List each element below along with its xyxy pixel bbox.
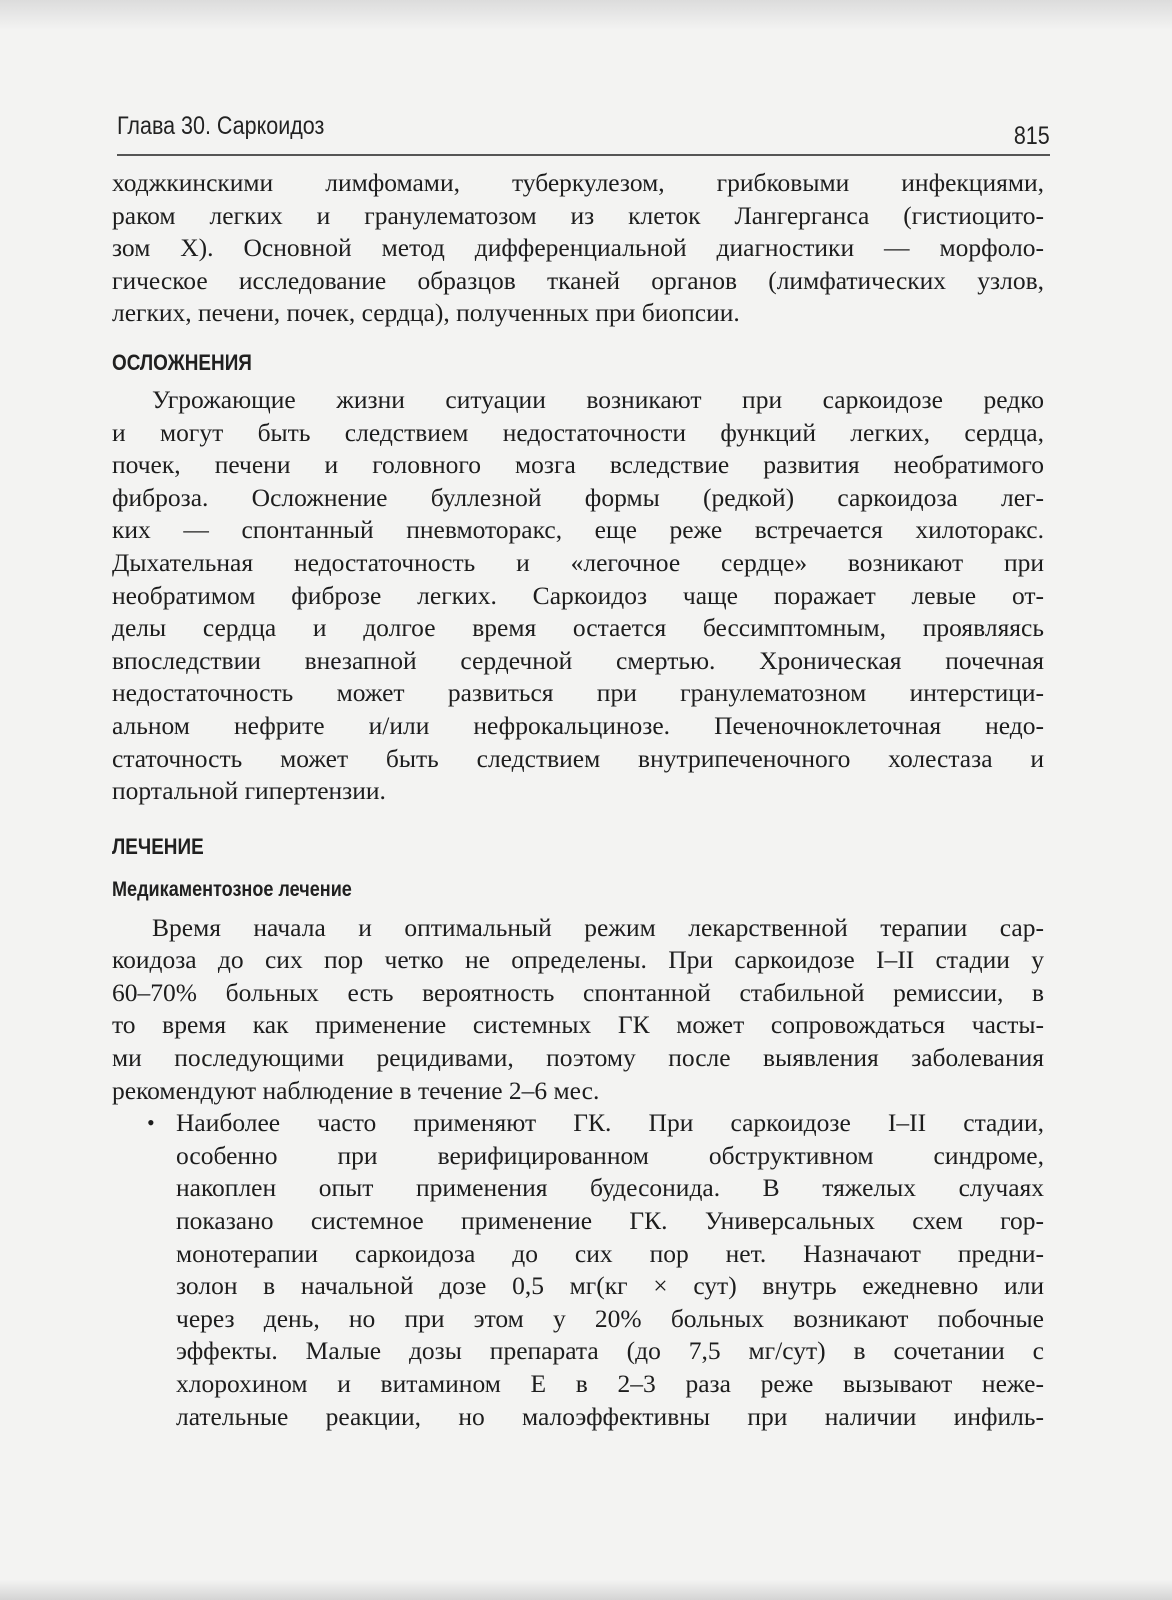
text-line: недостаточность может развиться при гранулематозном интерстици- <box>112 678 1044 708</box>
text-line: легких, печени, почек, сердца), полученных при биопсии. <box>112 298 740 328</box>
page-body <box>112 167 1044 1433</box>
section-heading-treatment: ЛЕЧЕНИЕ <box>112 833 204 859</box>
text-line: 60–70% больных есть вероятность спонтанной стабильной ремиссии, в <box>112 977 1044 1007</box>
treatment-paragraph <box>112 912 1044 1108</box>
text-line: фиброза. Осложнение буллезной формы (редкой) саркоидоза лег- <box>112 482 1044 512</box>
text-line: особенно при верифицированном обструктивном синдроме, <box>176 1140 1044 1170</box>
text-line: коидоза до сих пор четко не определены. При саркоидозе I–II стадии у <box>112 945 1044 975</box>
text-line: лательные реакции, но малоэффективны при наличии инфиль- <box>176 1401 1044 1431</box>
subsection-heading-drug-treatment: Медикаментозное лечение <box>112 877 352 901</box>
text-line: монотерапии саркоидоза до сих пор нет. Назначают предни- <box>176 1238 1044 1268</box>
text-line: Угрожающие жизни ситуации возникают при саркоидозе редко <box>152 384 1044 414</box>
text-line: портальной гипертензии. <box>112 776 386 806</box>
text-line: золон в начальной дозе 0,5 мг(кг × сут) внутрь ежедневно или <box>176 1271 1044 1301</box>
intro-paragraph <box>112 167 1044 330</box>
text-line: накоплен опыт применения будесонида. В тяжелых случаях <box>176 1173 1044 1203</box>
text-line: впоследствии внезапной сердечной смертью. Хроническая почечная <box>112 645 1044 675</box>
text-line: и могут быть следствием недостаточности функций легких, сердца, <box>112 417 1044 447</box>
text-line: рекомендуют наблюдение в течение 2–6 мес. <box>112 1075 600 1105</box>
text-line: эффекты. Малые дозы препарата (до 7,5 мг/сут) в сочетании с <box>176 1336 1044 1366</box>
text-line: Наиболее часто применяют ГК. При саркоидозе I–II стадии, <box>176 1108 1044 1138</box>
text-line: зом Х). Основной метод дифференциальной диагностики — морфоло- <box>112 233 1044 263</box>
text-line: альном нефрите и/или нефрокальцинозе. Печеночноклеточная недо- <box>112 710 1044 740</box>
text-line: через день, но при этом у 20% больных возникают побочные <box>176 1303 1044 1333</box>
text-line: ких — спонтанный пневмоторакс, еще реже встречается хилоторакс. <box>112 515 1044 545</box>
text-line: хлорохином и витамином Е в 2–3 раза реже вызывают неже- <box>176 1369 1044 1398</box>
text-line: делы сердца и долгое время остается бессимптомным, проявляясь <box>112 613 1044 643</box>
text-line: раком легких и гранулематозом из клеток Лангерганса (гистиоцито- <box>112 200 1044 230</box>
section-heading-complications: ОСЛОЖНЕНИЯ <box>112 349 252 375</box>
text-line: то время как применение системных ГК может сопровождаться часты- <box>112 1010 1044 1040</box>
text-line: почек, печени и головного мозга вследствие развития необратимого <box>112 450 1044 480</box>
text-line: необратимом фиброзе легких. Саркоидоз чаще поражает левые от- <box>112 580 1044 610</box>
page-number: 815 <box>1014 122 1050 150</box>
running-header <box>117 108 1050 156</box>
complications-paragraph <box>112 384 1044 808</box>
text-line: показано системное применение ГК. Универсальных схем гор- <box>176 1206 1044 1236</box>
text-line: Дыхательная недостаточность и «легочное сердце» возникают при <box>112 547 1044 577</box>
text-line: гическое исследование образцов тканей органов (лимфатических узлов, <box>112 265 1044 295</box>
scan-shadow-top <box>0 0 1172 30</box>
text-line: ми последующими рецидивами, поэтому после выявления заболевания <box>112 1043 1044 1073</box>
text-line: ходжкинскими лимфомами, туберкулезом, грибковыми инфекциями, <box>112 168 1044 197</box>
scan-shadow-bottom <box>0 1580 1172 1600</box>
bullet-icon: • <box>147 1110 155 1136</box>
bullet-list-item <box>112 1107 1044 1433</box>
chapter-title: Глава 30. Саркоидоз <box>117 112 325 140</box>
text-line: Время начала и оптимальный режим лекарственной терапии сар- <box>152 912 1044 942</box>
text-line: статочность может быть следствием внутрипеченочного холестаза и <box>112 743 1044 773</box>
